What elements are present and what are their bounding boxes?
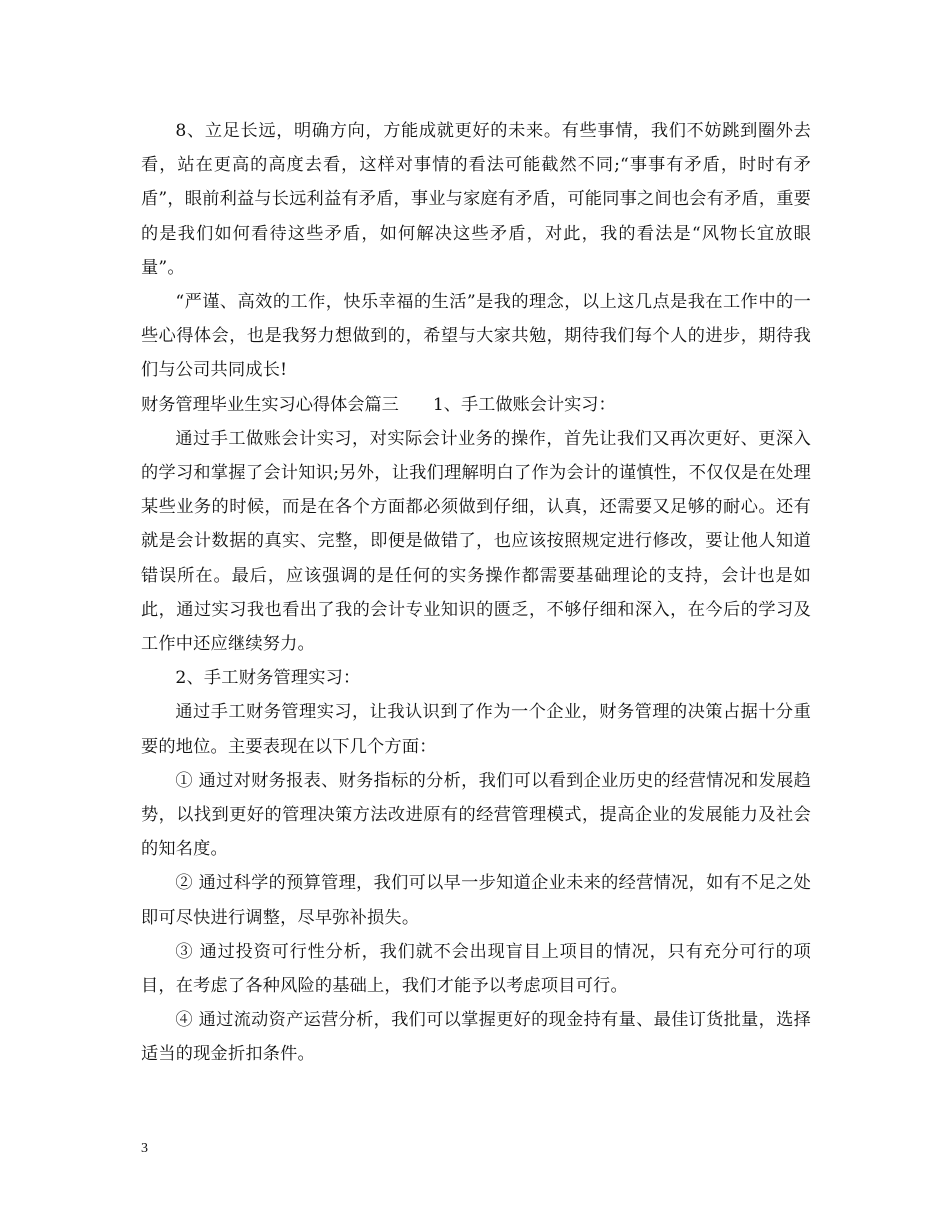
list-item-3: ③ 通过投资可行性分析，我们就不会出现盲目上项目的情况，只有充分可行的项目，在考虑了各种风险的基础上，我们才能予以考虑项目可行。 [141,941,811,997]
list-item-4: ④ 通过流动资产运营分析，我们可以掌握更好的现金持有量、最佳订货批量，选择适当的现金折扣条件。 [141,1010,811,1065]
paragraph-finance-intro: 通过手工财务管理实习，让我认识到了作为一个企业，财务管理的决策占据十分重要的地位。主要表现在以下几个方面： [141,702,811,757]
paragraph-point-8: 8、立足长远，明确方向，方能成就更好的未来。有些事情，我们不妨跳到圈外去看，站在更高的高度去看，这样对事情的看法可能截然不同;“事事有矛盾，时时有矛盾”，眼前利益与长远利益有矛盾，事业与家庭有矛盾，可能同事之间也会有矛盾，重要的是我们如何看待这些矛盾，如何解决这些矛盾，对此，我的看法是“风物长宜放眼量”。 [141,121,811,278]
section-subtitle: 1、手工做账会计实习： [432,394,616,415]
list-item-1: ① 通过对财务报表、财务指标的分析，我们可以看到企业历史的经营情况和发展趋势，以找到更好的管理决策方法改进原有的经营管理模式，提高企业的发展能力及社会的知名度。 [141,770,811,860]
paragraph-manual-accounting: 通过手工做账会计实习，对实际会计业务的操作，首先让我们又再次更好、更深入的学习和掌握了会计知识;另外，让我们理解明白了作为会计的谨慎性，不仅仅是在处理某些业务的时候，而是在各个方面都必须做到仔细，认真，还需要又足够的耐心。还有就是会计数据的真实、完整，即便是做错了，也应该按照规定进行修改，要让他人知道错误所在。最后，应该强调的是任何的实务操作都需要基础理论的支持，会计也是如此，通过实习我也看出了我的会计专业知识的匮乏，不够仔细和深入，在今后的学习及工作中还应继续努力。 [141,428,811,655]
list-item-2: ② 通过科学的预算管理，我们可以早一步知道企业未来的经营情况，如有不足之处即可尽快进行调整，尽早弥补损失。 [141,873,811,928]
page-number: 3 [141,1141,148,1156]
document-body [141,114,811,1072]
section-title: 财务管理毕业生实习心得体会篇三 [141,394,399,415]
section-heading-line [141,388,811,422]
paragraph-philosophy: “严谨、高效的工作，快乐幸福的生活”是我的理念，以上这几点是我在工作中的一些心得体会，也是我努力想做到的，希望与大家共勉，期待我们每个人的进步，期待我们与公司共同成长! [141,292,811,381]
subheading-manual-finance: 2、手工财务管理实习： [175,668,361,689]
